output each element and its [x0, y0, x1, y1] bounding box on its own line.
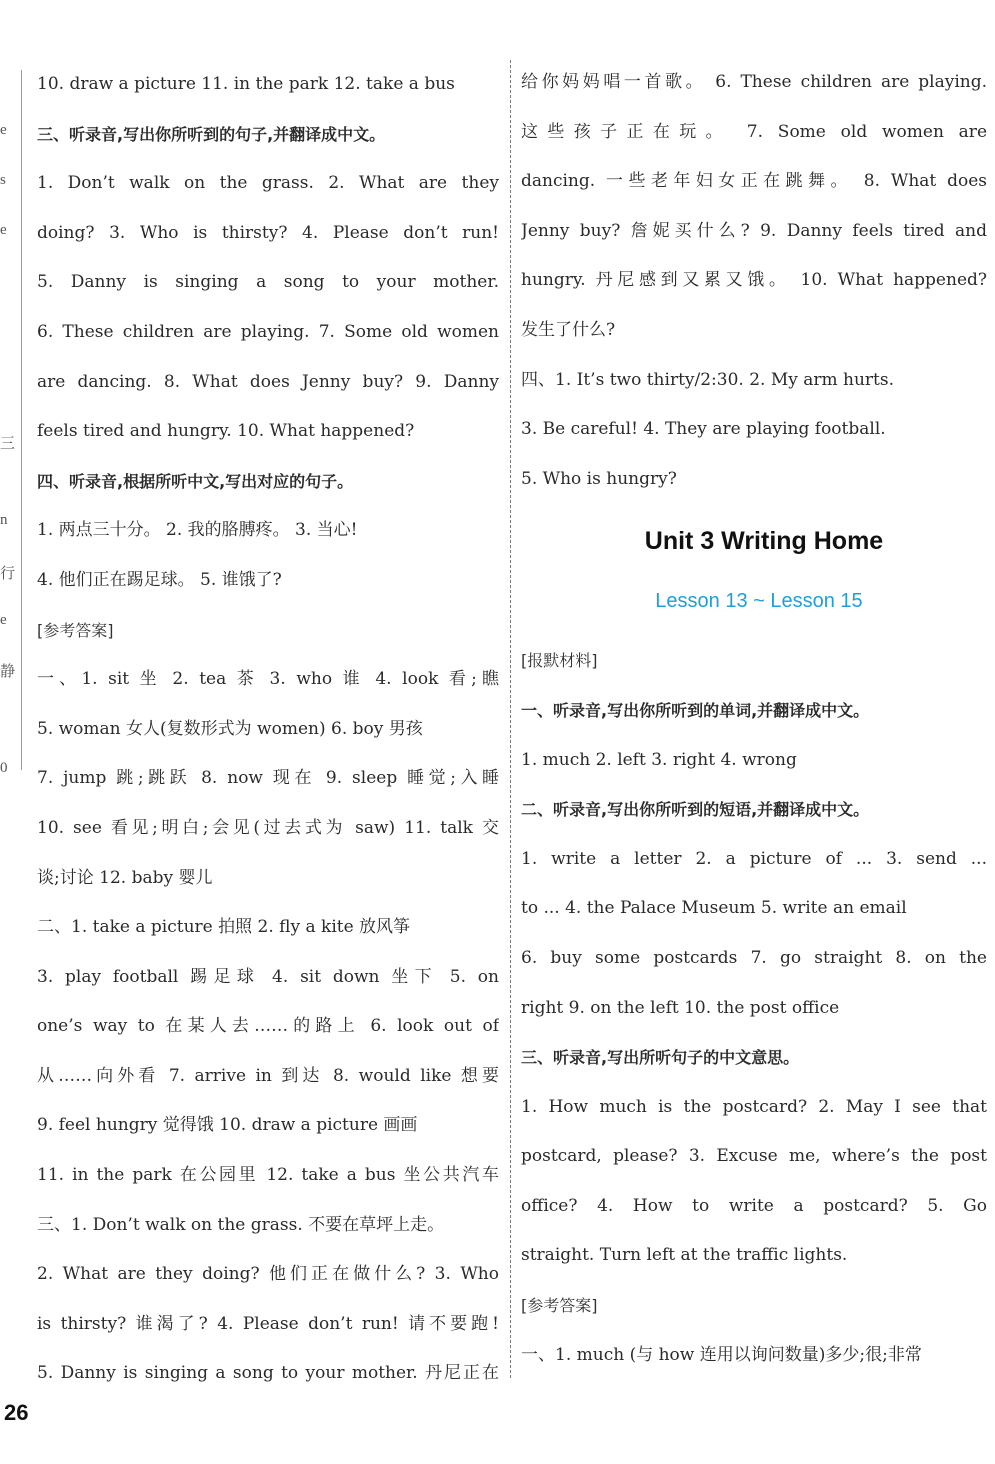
text-line: 5. Who is hungry? [521, 468, 677, 489]
text-line: 4. 他们正在踢足球。 5. 谁饿了? [37, 569, 282, 590]
right-answer-column [521, 58, 987, 1380]
text-line: 一、1. much (与 how 连用以询问数量)多少;很;非常 [521, 1344, 922, 1365]
text-line: 11. in the park 在公园里 12. take a bus 坐公共汽车 [37, 1165, 499, 1186]
text-line: 1. How much is the postcard? 2. May I see that [521, 1096, 987, 1117]
text-line: 从……向外看 7. arrive in 到达 8. would like 想要 [37, 1065, 499, 1086]
left-answer-column [37, 60, 499, 1399]
text-line: doing? 3. Who is thirsty? 4. Please don’t run! [37, 222, 499, 243]
edge-fragment: e [0, 222, 7, 238]
text-line: 三、1. Don’t walk on the grass. 不要在草坪上走。 [37, 1214, 445, 1235]
text-line: is thirsty? 谁渴了? 4. Please don’t run! 请不要跑! [37, 1313, 499, 1334]
text-line: one’s way to 在某人去……的路上 6. look out of [37, 1016, 499, 1037]
section-heading: 四、听录音,根据所听中文,写出对应的句子。 [37, 471, 354, 491]
column-divider [510, 60, 511, 1378]
unit-title: Unit 3 Writing Home [644, 527, 884, 556]
text-line: straight. Turn left at the traffic lights. [521, 1245, 848, 1266]
text-line: postcard, please? 3. Excuse me, where’s the post [521, 1146, 987, 1167]
text-line: 1. 两点三十分。 2. 我的胳膊疼。 3. 当心! [37, 520, 358, 541]
text-line: are dancing. 8. What does Jenny buy? 9. Danny [37, 371, 499, 392]
text-line: hungry. 丹尼感到又累又饿。 10. What happened? [521, 270, 987, 291]
text-line: 10. draw a picture 11. in the park 12. take a bus [37, 74, 455, 94]
text-line: 二、1. take a picture 拍照 2. fly a kite 放风筝 [37, 917, 411, 938]
text-line: 给你妈妈唱一首歌。 6. These children are playing. [521, 72, 987, 92]
text-line: 9. feel hungry 觉得饿 10. draw a picture 画画 [37, 1115, 418, 1136]
section-heading: 三、听录音,写出所听句子的中文意思。 [521, 1048, 800, 1068]
text-line: to ... 4. the Palace Museum 5. write an email [521, 898, 907, 919]
text-line: 7. jump 跳;跳跃 8. now 现在 9. sleep 睡觉;入睡 [37, 768, 499, 789]
text-line: Jenny buy? 詹妮买什么? 9. Danny feels tired and [521, 220, 987, 241]
text-line: feels tired and hungry. 10. What happened? [37, 421, 415, 442]
text-line: 10. see 看见;明白;会见(过去式为 saw) 11. talk 交 [37, 817, 499, 838]
text-line: 6. buy some postcards 7. go straight 8. on the [521, 947, 987, 968]
edge-fragment: 三 [0, 436, 16, 452]
text-line: 一、1. sit 坐 2. tea 茶 3. who 谁 4. look 看;瞧 [37, 669, 499, 690]
text-line: 1. write a letter 2. a picture of ... 3. send ... [521, 848, 987, 869]
text-line: right 9. on the left 10. the post office [521, 997, 840, 1018]
left-edge-rule [21, 70, 22, 770]
text-line: 5. woman 女人(复数形式为 women) 6. boy 男孩 [37, 718, 423, 739]
edge-fragment: s [0, 172, 6, 188]
text-line: 2. What are they doing? 他们正在做什么? 3. Who [37, 1264, 499, 1285]
text-line: 谈;讨论 12. baby 婴儿 [37, 867, 213, 888]
lesson-title: Lesson 13 ~ Lesson 15 [655, 590, 863, 613]
text-line: dancing. 一些老年妇女正在跳舞。 8. What does [521, 171, 987, 192]
edge-fragment: 0 [0, 760, 8, 776]
text-line: 3. Be careful! 4. They are playing football. [521, 419, 886, 440]
text-line: 发生了什么? [521, 319, 616, 340]
text-line: 3. play football 踢足球 4. sit down 坐下 5. on [37, 966, 499, 987]
text-line: 1. Don’t walk on the grass. 2. What are they [37, 173, 499, 194]
text-line: 6. These children are playing. 7. Some old women [37, 321, 499, 342]
section-heading: 三、听录音,写出你所听到的句子,并翻译成中文。 [37, 124, 386, 144]
text-line: 这些孩子正在玩。 7. Some old women are [521, 121, 987, 142]
section-heading: 一、听录音,写出你所听到的单词,并翻译成中文。 [521, 700, 870, 720]
answer-key-label: [参考答案] [37, 620, 114, 640]
text-line: office? 4. How to write a postcard? 5. Go [521, 1195, 987, 1216]
edge-fragment: 静 [0, 664, 16, 680]
edge-fragment: e [0, 122, 7, 138]
text-line: 四、1. It’s two thirty/2:30. 2. My arm hurts. [521, 369, 895, 390]
dictation-material-label: [报默材料] [521, 651, 598, 671]
text-line: 1. much 2. left 3. right 4. wrong [521, 749, 797, 770]
edge-fragment: 行 [0, 566, 16, 582]
text-line: 5. Danny is singing a song to your mother. 丹尼正在 [37, 1363, 499, 1384]
section-heading: 二、听录音,写出你所听到的短语,并翻译成中文。 [521, 800, 870, 820]
text-line: 5. Danny is singing a song to your mother. [37, 272, 499, 293]
answer-key-label: [参考答案] [521, 1296, 598, 1316]
page-number: 26 [4, 1400, 29, 1425]
edge-fragment: n [0, 512, 8, 528]
edge-fragment: e [0, 612, 7, 628]
